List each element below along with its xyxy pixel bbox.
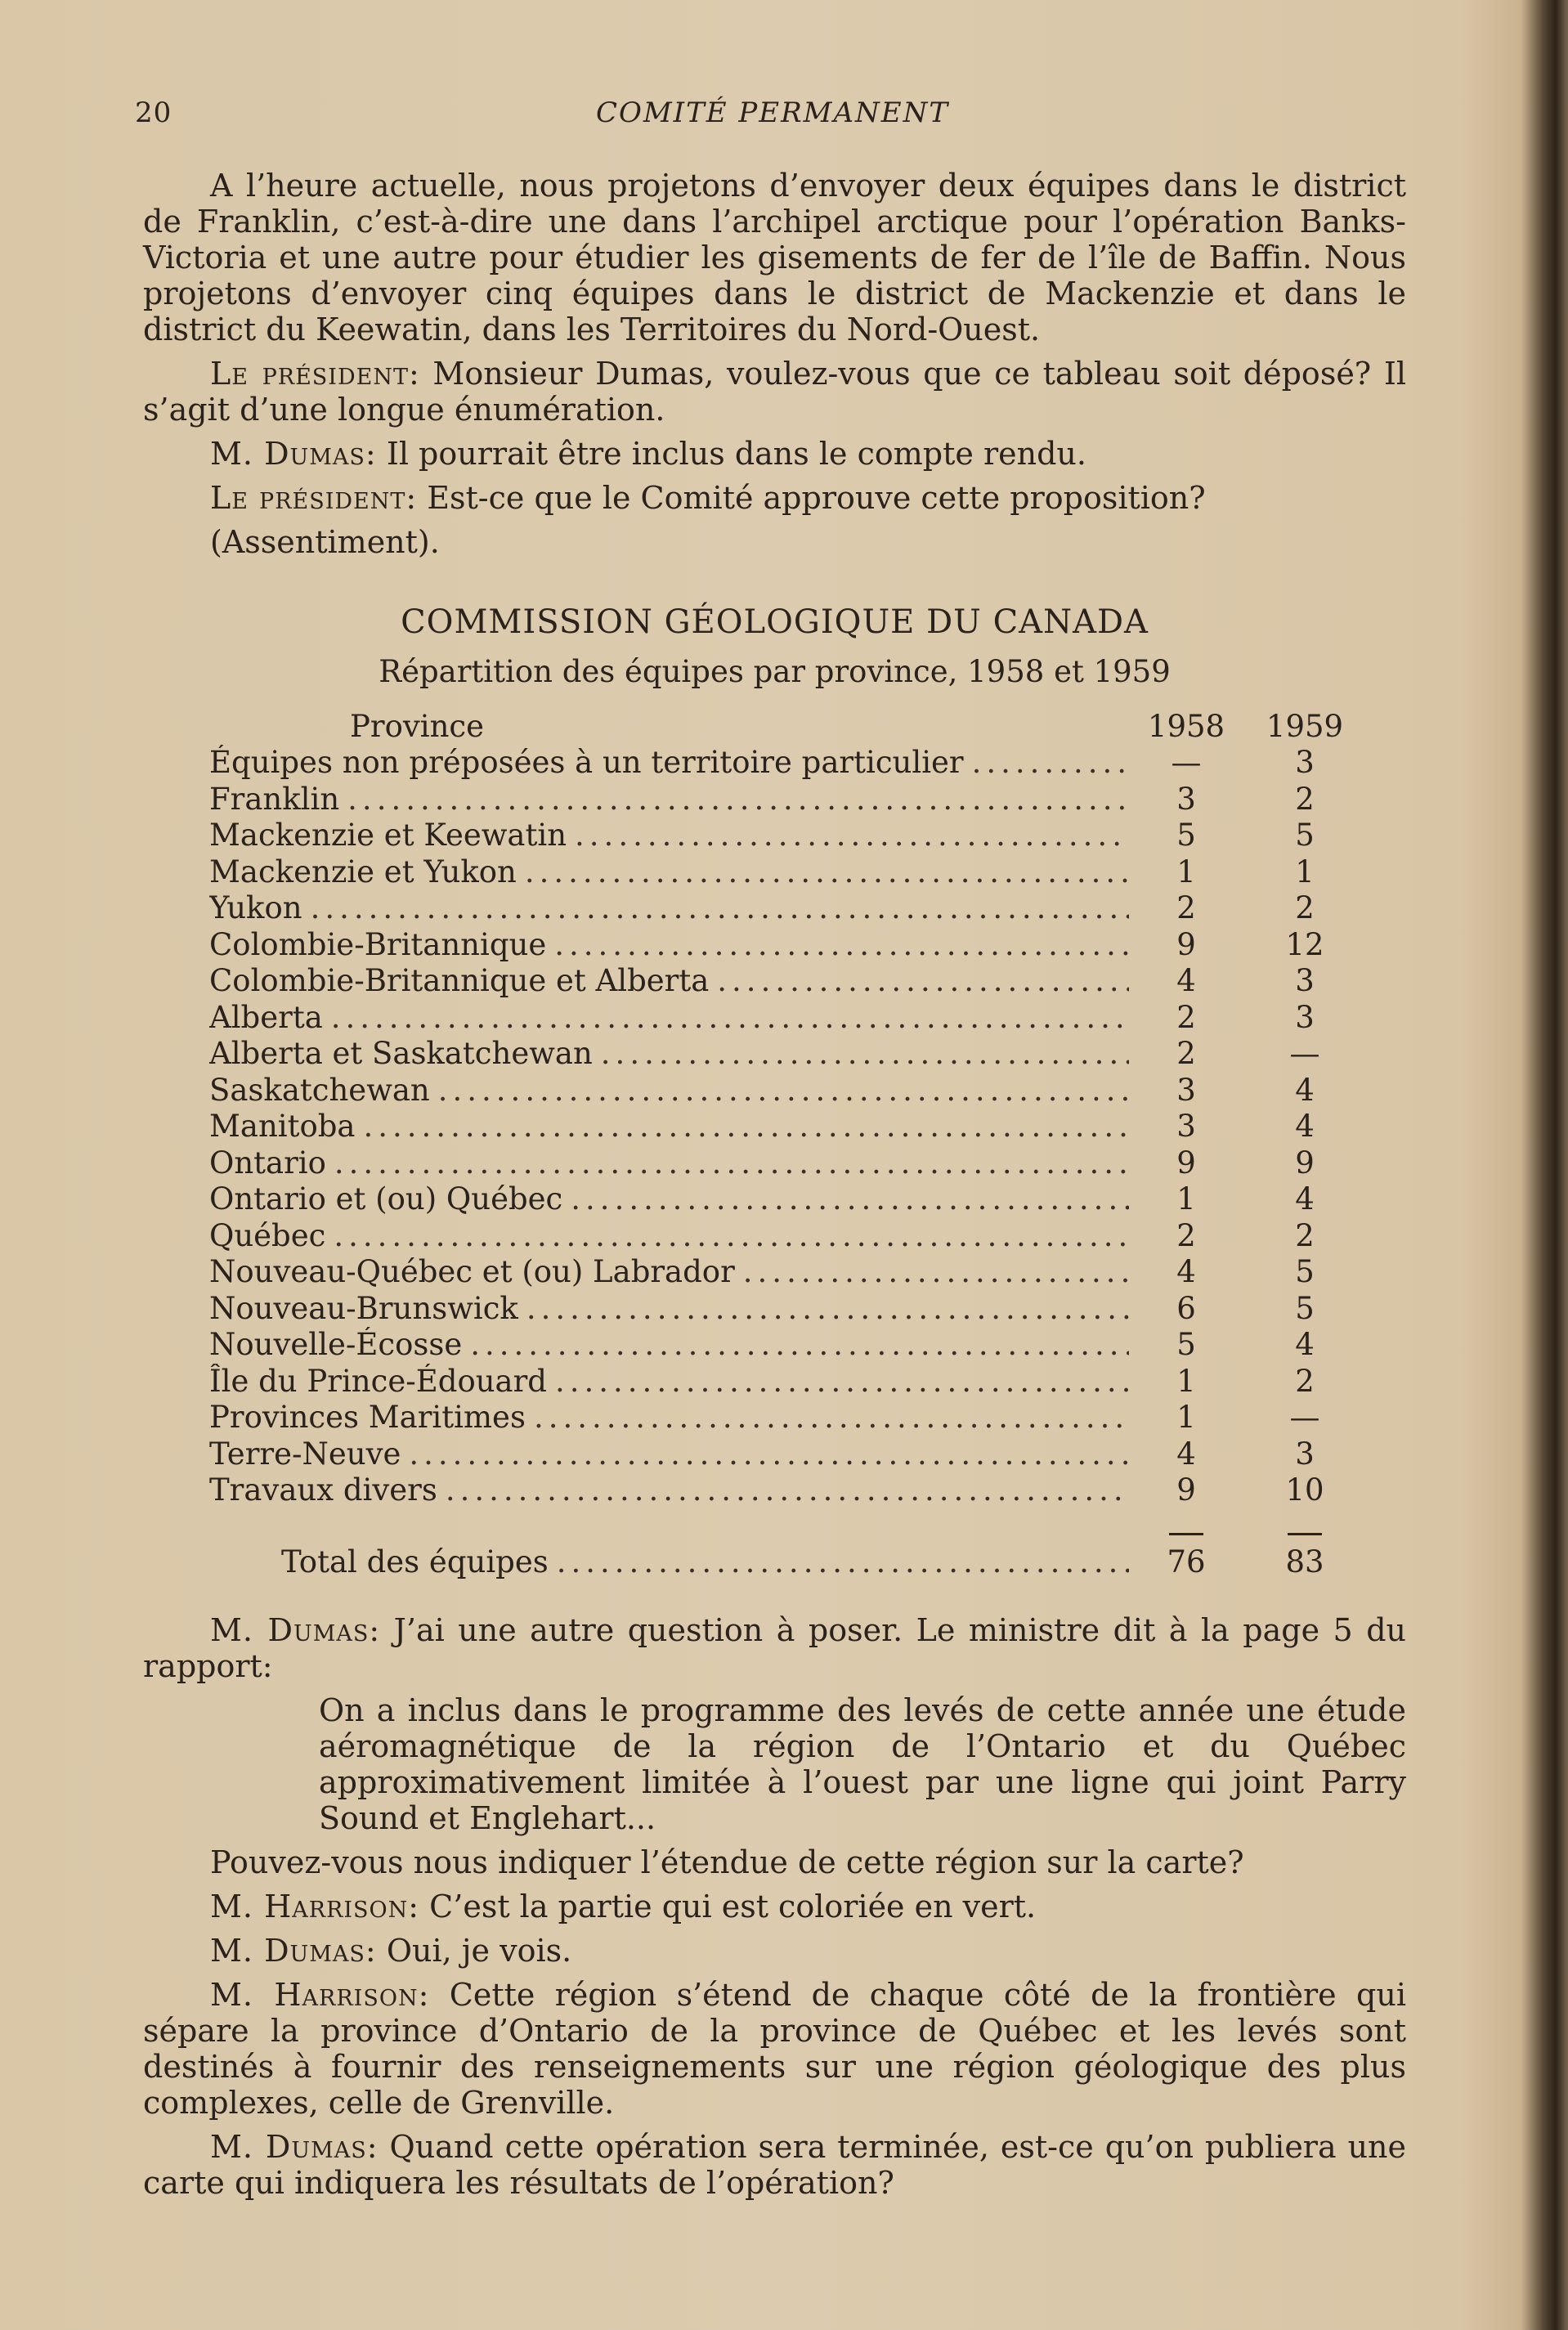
value-1959: 3 (1295, 745, 1315, 781)
rule-line (1288, 1533, 1322, 1535)
province-label: Alberta (209, 999, 323, 1035)
table-row (209, 1217, 1378, 1254)
value-1958: 4 (1176, 1254, 1196, 1290)
intro-section (143, 168, 1406, 568)
table-row (209, 1472, 1378, 1509)
province-cell (209, 1145, 1129, 1181)
total-rule-row (209, 1508, 1378, 1541)
province-cell (209, 1472, 1129, 1508)
leader-dots (601, 1036, 1129, 1071)
column-header-1959: 1959 (1266, 708, 1344, 744)
value-1958: 6 (1176, 1290, 1196, 1326)
leader-dots (743, 1254, 1129, 1289)
table-row (209, 963, 1378, 1000)
table-title: COMMISSION GÉOLOGIQUE DU CANADA (401, 603, 1149, 641)
province-label: Mackenzie et Yukon (209, 854, 517, 889)
paragraph: A l’heure actuelle, nous projetons d’envoyer deux équipes dans le district de Franklin, c’est-à-dire une dans l’archipel arctique pour l’opération Banks-Victoria et une autre pour étudier les gisements de fer de l’île de Baffin. Nous projetons d’envoyer cinq équipes dans le district de Mackenzie et dans le district du Keewatin, dans les Territoires du Nord-Ouest. (143, 168, 1406, 347)
paragraph (143, 1889, 1406, 1924)
value-1959: 4 (1295, 1327, 1315, 1363)
value-1958: 3 (1176, 1072, 1196, 1108)
leader-dots (534, 1400, 1129, 1435)
table-row (209, 1109, 1378, 1145)
speaker: M. Dumas: (210, 436, 377, 472)
province-label: Saskatchewan (209, 1072, 430, 1108)
province-label: Manitoba (209, 1109, 356, 1145)
table-row (209, 1363, 1378, 1400)
total-rule-1959 (1243, 1508, 1366, 1543)
province-label: Ontario et (ou) Québec (209, 1181, 563, 1217)
paragraph (143, 1977, 1406, 2121)
total-rule-1958 (1129, 1508, 1243, 1543)
paragraph (143, 1933, 1406, 1969)
paragraph: (Assentiment). (210, 524, 440, 560)
value-1959: 2 (1295, 890, 1315, 926)
province-cell (209, 1436, 1129, 1472)
province-label: Provinces Maritimes (209, 1400, 526, 1436)
table-row (209, 1290, 1378, 1327)
paragraph (143, 436, 1406, 472)
table-subtitle: Répartition des équipes par province, 1958 et 1959 (379, 654, 1171, 689)
speaker: M. Dumas: (210, 1933, 377, 1969)
value-1958: 3 (1176, 781, 1196, 817)
table-row (209, 818, 1378, 854)
running-title: COMITÉ PERMANENT (595, 96, 950, 129)
province-cell (209, 927, 1129, 962)
province-label: Ontario (209, 1145, 326, 1181)
paragraph: Pouvez-vous nous indiquer l’étendue de cette région sur la carte? (210, 1844, 1244, 1880)
leader-dots (331, 1000, 1129, 1035)
table-row (209, 926, 1378, 963)
province-label: Nouvelle-Écosse (209, 1327, 463, 1363)
paragraph (143, 1612, 1406, 1684)
province-cell (209, 890, 1129, 925)
value-1958: 2 (1176, 1036, 1196, 1072)
table-header-row (209, 708, 1378, 745)
province-cell (209, 854, 1129, 889)
block-quote: On a inclus dans le programme des levés de cette année une étude aéromagnétique de la région de l’Ontario et du Québec approximativement limitée à l’ouest par une ligne qui joint Parry Sound et Englehart... (319, 1692, 1406, 1836)
table-row (209, 781, 1378, 818)
leader-dots (364, 1109, 1130, 1144)
total-1958: 76 (1167, 1544, 1206, 1579)
value-1958: 2 (1176, 999, 1196, 1035)
value-1958: 1 (1176, 1181, 1196, 1217)
leader-dots (554, 927, 1129, 962)
leader-dots (525, 854, 1129, 889)
table-row (209, 1072, 1378, 1109)
table-row (209, 745, 1378, 782)
value-1959: 4 (1295, 1181, 1315, 1217)
value-1958: 1 (1176, 1400, 1196, 1436)
value-1959: — (1289, 1400, 1320, 1436)
value-1958: 2 (1176, 1217, 1196, 1253)
leader-dots (571, 1181, 1129, 1217)
value-1958: 9 (1176, 1472, 1196, 1508)
province-label: Alberta et Saskatchewan (209, 1036, 593, 1072)
column-header-1958: 1958 (1147, 708, 1225, 744)
leader-dots (311, 890, 1129, 925)
speech-text: Cette région s’étend de chaque côté de la frontière qui sépare la province d’Ontario de la province de Québec et les levés sont destinés à fournir des renseignements sur une région géologique des plus complexes, celle de Grenville. (143, 1977, 1406, 2121)
value-1959: 3 (1295, 963, 1315, 999)
province-cell (209, 782, 1129, 817)
province-label: Île du Prince-Édouard (209, 1363, 547, 1399)
column-header-province: Province (350, 708, 485, 744)
speaker: M. Dumas: (210, 1612, 381, 1648)
value-1959: 5 (1295, 818, 1315, 854)
table-row (209, 1036, 1378, 1073)
leader-dots (470, 1327, 1129, 1362)
table-row (209, 1181, 1378, 1218)
province-cell (209, 818, 1129, 853)
speech-text: Il pourrait être inclus dans le compte rendu. (376, 436, 1086, 472)
total-label: Total des équipes (281, 1544, 549, 1579)
province-label: Mackenzie et Keewatin (209, 818, 567, 854)
leader-dots (446, 1472, 1129, 1508)
province-cell (209, 1364, 1129, 1399)
value-1959: 2 (1295, 1217, 1315, 1253)
table-row (209, 890, 1378, 927)
table-row (209, 1145, 1378, 1181)
speech-text: Oui, je vois. (376, 1933, 572, 1969)
province-cell (209, 1109, 1129, 1144)
value-1959: 1 (1295, 854, 1315, 889)
speech-text: C’est la partie qui est coloriée en vert. (419, 1889, 1037, 1924)
value-1958: 9 (1176, 926, 1196, 962)
value-1959: 2 (1295, 1363, 1315, 1399)
leader-dots (347, 782, 1129, 817)
province-cell (209, 1254, 1129, 1289)
province-label: Franklin (209, 781, 340, 817)
province-cell (209, 1291, 1129, 1326)
value-1959: 3 (1295, 999, 1315, 1035)
page-header (135, 96, 1410, 137)
province-cell (209, 1181, 1129, 1217)
speaker: Le président: (210, 356, 420, 392)
teams-table (209, 708, 1378, 1582)
value-1958: 5 (1176, 818, 1196, 854)
value-1958: 4 (1176, 1436, 1196, 1472)
leader-dots (972, 745, 1129, 780)
value-1959: 5 (1295, 1254, 1315, 1290)
leader-dots (557, 1544, 1129, 1579)
value-1958: 3 (1176, 1109, 1196, 1145)
value-1959: 12 (1285, 926, 1324, 962)
value-1958: 4 (1176, 963, 1196, 999)
speech-text: Est-ce que le Comité approuve cette proposition? (417, 480, 1206, 516)
province-cell (209, 745, 1129, 780)
speaker: M. Harrison: (210, 1889, 420, 1924)
leader-dots (334, 1218, 1129, 1253)
province-label: Colombie-Britannique et Alberta (209, 963, 710, 999)
table-body (209, 745, 1378, 1509)
leader-dots (575, 818, 1129, 853)
value-1958: — (1171, 745, 1202, 781)
total-1959: 83 (1285, 1544, 1324, 1579)
table-row (209, 854, 1378, 890)
speaker: M. Harrison: (210, 1977, 430, 2013)
province-label: Travaux divers (209, 1472, 437, 1508)
closing-section (143, 1612, 1406, 2209)
leader-dots (526, 1291, 1129, 1326)
value-1958: 1 (1176, 1363, 1196, 1399)
table-row (209, 999, 1378, 1036)
speaker: M. Dumas: (210, 2129, 379, 2165)
value-1958: 2 (1176, 890, 1196, 926)
province-label: Québec (209, 1217, 326, 1253)
province-cell (209, 1327, 1129, 1362)
value-1958: 1 (1176, 854, 1196, 889)
value-1959: — (1289, 1036, 1320, 1072)
table-row (209, 1254, 1378, 1291)
province-cell (209, 1400, 1129, 1435)
province-label: Équipes non préposées à un territoire particulier (209, 745, 964, 781)
rule-line (1169, 1533, 1203, 1535)
speech-text: Monsieur Dumas, voulez-vous que ce tableau soit déposé? Il s’agit d’une longue énumération. (143, 356, 1406, 428)
paragraph (143, 356, 1406, 428)
value-1959: 9 (1295, 1145, 1315, 1181)
value-1958: 5 (1176, 1327, 1196, 1363)
province-label: Terre-Neuve (209, 1436, 401, 1472)
province-label: Nouveau-Brunswick (209, 1290, 518, 1326)
province-label: Nouveau-Québec et (ou) Labrador (209, 1254, 735, 1290)
province-label: Colombie-Britannique (209, 926, 547, 962)
leader-dots (717, 963, 1129, 998)
value-1959: 5 (1295, 1290, 1315, 1326)
paragraph (143, 2129, 1406, 2201)
value-1959: 4 (1295, 1072, 1315, 1108)
value-1958: 9 (1176, 1145, 1196, 1181)
paragraph (143, 480, 1406, 516)
value-1959: 10 (1285, 1472, 1324, 1508)
province-label: Yukon (209, 890, 302, 926)
province-cell (209, 1073, 1129, 1108)
total-label-cell (209, 1544, 1129, 1579)
speaker: Le président: (210, 480, 418, 516)
page-number: 20 (135, 96, 172, 129)
province-cell (209, 963, 1129, 998)
value-1959: 2 (1295, 781, 1315, 817)
table-row (209, 1436, 1378, 1472)
table-row (209, 1327, 1378, 1364)
province-cell (209, 1000, 1129, 1035)
leader-dots (555, 1364, 1129, 1399)
leader-dots (334, 1145, 1129, 1181)
value-1959: 4 (1295, 1109, 1315, 1145)
speech-text: J’ai une autre question à poser. Le ministre dit à la page 5 du rapport: (143, 1612, 1407, 1684)
leader-dots (409, 1436, 1129, 1472)
province-cell (209, 1218, 1129, 1253)
province-cell (209, 1036, 1129, 1071)
leader-dots (438, 1073, 1129, 1108)
total-row (209, 1541, 1378, 1582)
value-1959: 3 (1295, 1436, 1315, 1472)
speech-text: Quand cette opération sera terminée, est-ce qu’on publiera une carte qui indiquera les résultats de l’opération? (143, 2129, 1407, 2201)
table-row (209, 1400, 1378, 1436)
